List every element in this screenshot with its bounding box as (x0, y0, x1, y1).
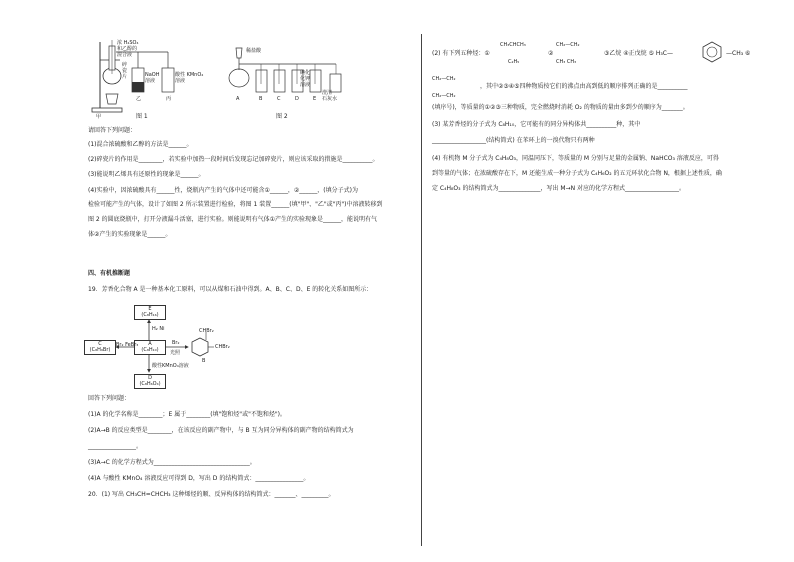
reagent-a-to-d: 酸性KMnO₄溶液 (152, 363, 189, 369)
q18-line-6: 图 2 的圆底烧瓶中，打开分液漏斗活塞，进行实验。则能说明有气体①产生的实验现象是______，能说明有气 (88, 216, 378, 223)
fig1-label-kmno4-sol: 溶液 (175, 78, 186, 84)
q19-answer-4: (4)A 与酸性 KMnO₄ 溶液反应可得到 D，写出 D 的结构简式：________________。 (88, 475, 310, 482)
benzene-ring-icon (700, 40, 724, 64)
r-q4-line-1: (4) 有机物 M 分子式为 C₄H₈O₃，同温同压下，等质量的 M 分别与足量的金属钠、NaHCO₃ 溶液反应，可得 (432, 155, 719, 162)
r-q2-line-3: (填序号)，等质量的①②③三种物质，完全燃烧时消耗 O₂ 的物质的量由多到少的顺序为_______。 (432, 104, 689, 111)
q19-answer-intro: 回答下列问题： (88, 395, 131, 402)
q19-answer-2b: ________________。 (88, 443, 143, 450)
compound-c-formula: (C₈H₉Br) (89, 347, 111, 353)
reaction-arrows (80, 300, 220, 400)
fig1-label-0: 浓 H₂SO₄ (117, 40, 139, 46)
q19-answer-1: (1)A 的化学名称是________；E 属于________(填"饱和烃"或"不饱和烃")。 (88, 411, 286, 418)
compound-b-substituent-1: CHBr₂ (199, 328, 214, 334)
fig1-label-yi: 乙 (136, 96, 142, 102)
fig2-label-b: B (259, 96, 263, 102)
r-q2-struct1: CH₃CHCH₃ (500, 42, 526, 48)
fig2-label-c: C (277, 96, 281, 102)
fig2-label-ki-3: 溶液 (300, 82, 311, 88)
compound-b-substituent-2: CHBr₂ (215, 344, 230, 350)
fig2-label-d: D (295, 96, 299, 102)
compound-a-formula: (C₈H₁₀) (141, 347, 159, 353)
q18-line-2: (2)碎瓷片的作用是________，若实验中加热一段时间后发现忘记加碎瓷片，则应该采取的措施是__________。 (88, 156, 379, 163)
q19-answer-3: (3)A→C 的化学方程式为________________________________。 (88, 459, 256, 466)
r-q2-lead: (2) 有下列五种烃：① (432, 50, 490, 57)
compound-e-formula: (C₈H₁₆) (141, 312, 159, 318)
r-q2-struct1b: C₂H₅ (508, 59, 520, 65)
figure-1-caption: 图 1 (136, 113, 148, 120)
q18-line-5: 检验可能产生的气体，设计了如图 2 所示装置进行检验，将图 1 装置______(填"甲"、"乙"或"丙")中溶液转移到 (88, 201, 383, 208)
section-heading-organic-inference: 四、有机推断题 (88, 270, 131, 277)
fig1-label-3: 碎 (122, 62, 128, 68)
fig1-label-5: 片 (122, 74, 128, 80)
apparatus-figure-2 (226, 44, 346, 114)
compound-e-name: E (148, 306, 152, 312)
r-q2-struct6a: CH₂—CH₂ (432, 76, 456, 82)
r-q2-struct2b: CH₃ CH₃ (556, 59, 577, 65)
q18-line-7: 体②产生的实验现象是______。 (88, 231, 172, 238)
reagent-a-to-c: Br₂ FeBr₃ (116, 342, 139, 348)
fig2-label-limewater-1: 澄清 (322, 90, 333, 96)
compound-b-label: B (202, 358, 206, 364)
q18-line-4: (4)实验中，因浓硫酸具有______性，烧瓶内产生的气体中还可能含①______，②______，(填分子式)为 (88, 187, 358, 194)
compound-d-formula: (C₈H₆O₄) (139, 381, 161, 387)
compound-a-name: A (148, 341, 152, 347)
r-q2-struct2: CH₂—CH₂ (556, 42, 580, 48)
fig1-label-jia: 甲 (96, 114, 102, 120)
fig1-label-kmno4: 酸性 KMnO₄ (175, 72, 204, 78)
fig2-label-a: A (236, 96, 240, 102)
fig1-label-bing: 丙 (166, 96, 172, 102)
r-q2-struct6b: CH₂—CH₂ (432, 93, 456, 99)
q18-line-1: (1)混合浓硫酸和乙醇的方法是______。 (88, 141, 193, 148)
apparatus-figure-1 (88, 38, 204, 120)
fig2-label-hcl: 稀盐酸 (246, 48, 262, 54)
q18-intro: 请回答下列问题： (88, 127, 137, 134)
r-q2-tail: —CH₃ ⑥ (726, 50, 751, 57)
r-q4-line-2: 到等量的气体；在浓硫酸存在下，M 还能生成一种分子式为 C₄H₆O₂ 的五元环状化合物 N，根据上述性质，确 (432, 170, 722, 177)
compound-d-name: D (148, 375, 152, 381)
r-q2-line-2: ，其中②③④⑤四种物质按它们的沸点由高到低的顺序排列正确的是__________ (480, 83, 688, 90)
r-q4-line-3: 定 C₄H₈O₃ 的结构简式为______________，写出 M→N 对应的化学方程式__________________。 (432, 185, 685, 192)
r-q2-rest: ③乙烷 ④正戊烷 ⑤ H₃C— (604, 50, 673, 57)
compound-c-name: C (98, 341, 102, 347)
q19-stem: 19．芳香化合物 A 是一种基本化工原料，可以从煤和石油中得到。A、B、C、D、E 的转化关系如图所示： (88, 286, 373, 293)
fig2-label-ki-1: 碘化 (300, 70, 311, 76)
fig2-label-e: E (313, 96, 317, 102)
q20-line-1: 20．(1) 写出 CH₃CH=CHCH₃ 这种烯烃的顺、反异构体的结构简式：_______、_________。 (88, 491, 335, 498)
reagent-a-to-b: Br₂ (172, 340, 180, 346)
fig2-label-limewater-2: 石灰水 (322, 96, 338, 102)
fig1-label-naoh-sol: 溶液 (145, 78, 156, 84)
r-q3-line-1: (3) 某芳香烃的分子式为 C₈H₁₀，它可能有的同分异构体共__________种，其中 (432, 121, 641, 128)
q18-line-3: (3)能说明乙烯具有还原性的现象是______。 (88, 171, 205, 178)
fig2-label-ki-2: 化钾 (300, 76, 311, 82)
reagent-a-to-e: H₂ Ni (152, 326, 165, 332)
fig1-label-2: 混合液 (117, 52, 133, 58)
r-q2-n2: ② (548, 50, 554, 57)
r-q3-line-2: __________________(结构简式) 在苯环上的一溴代物只有两种 (432, 137, 595, 144)
fig1-label-1: 和乙醇的 (117, 46, 138, 52)
column-divider (421, 34, 422, 546)
fig1-label-4: 瓷 (122, 68, 128, 74)
figure-2-caption: 图 2 (276, 113, 288, 120)
q19-answer-2: (2)A→B 的反应类型是________，在该反应的副产物中，与 B 互为同分异构体的副产物的结构简式为 (88, 427, 354, 434)
fig1-label-naoh: NaOH (145, 72, 160, 78)
reagent-a-to-b-condition: 光照 (170, 350, 181, 356)
